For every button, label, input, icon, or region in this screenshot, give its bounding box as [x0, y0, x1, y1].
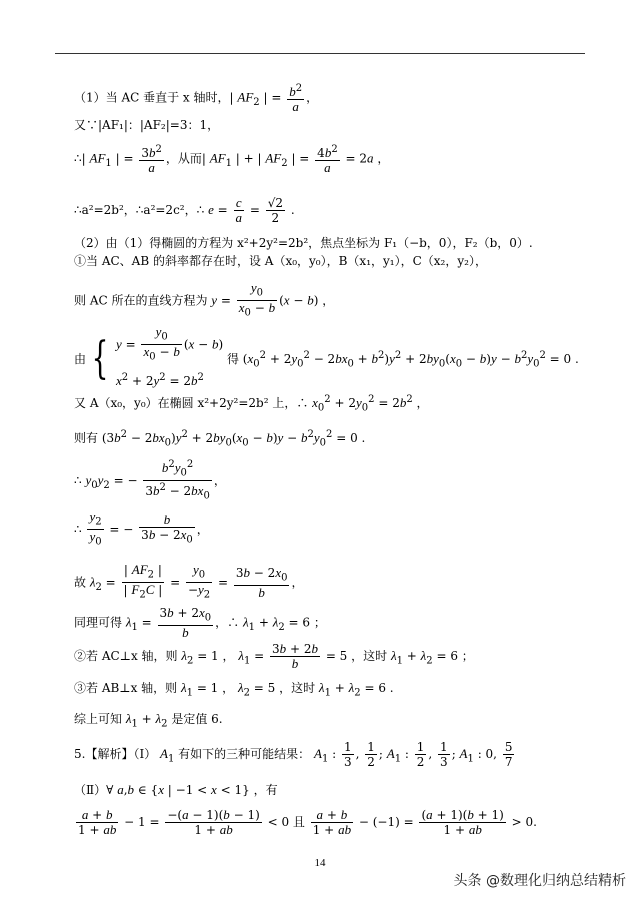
page-number: 14 — [314, 857, 326, 869]
header-rule — [55, 53, 585, 54]
text-line-16: ③若 AB⊥x 轴，则 $\lambda_1 = 1$ ， $\lambda_2 = 5$ ，这时 $\lambda_1 + \lambda_2 = 6$ . — [74, 680, 394, 699]
watermark: 头条 @数理化归纳总结精析 — [453, 873, 626, 889]
text-line-20: $\frac{a + b}{1 + ab}$ − 1 = $\frac{-(a - 1)(b - 1)}{1 + ab}$ < 0 且 $\frac{a + b}{1 + ab}$ − (−1) = $\frac{(a + 1)(b + 1)}{1 + ab}$ > 0. — [78, 807, 537, 837]
text-line-8: 由 { y = $\frac{y_0}{x_0 - b}$ (x − b) $x^2 + 2y^2 = 2b^2$ 得 $(x_0^2 + 2y_0^2 - 2bx_0 + b^2)y^2 + 2by_0(x_0 - b)y - b^2y_0^2 = 0$ . — [74, 324, 579, 388]
text-line-2: 又∵|AF₁|：|AF₂|=3：1， — [74, 118, 220, 132]
text-line-7: 则 AC 所在的直线方程为 y = $\frac{y_0}{x_0 - b}$ (x − b) ， — [74, 280, 335, 319]
text-line-10: 则有 $(3b^2 - 2bx_0)y^2 + 2by_0(x_0 - b)y - b^2y_0^2 = 0$ . — [74, 429, 366, 449]
text-line-18: 5.【解析】（Ⅰ） $A_1$ 有如下的三种可能结果： $A_1$ : $\frac{1}{3}$ , $\frac{1}{2}$ ; $A_1$ : $\frac{1}{2}$ , $\frac{1}{3}$ ; $A_1$ : 0, $\frac{5}{7}$ — [74, 740, 513, 769]
text-line-1: （1）当 AC 垂直于 x 轴时，| $AF_2$ | = $\frac{b^2}{a}$ ， — [74, 83, 319, 114]
text-line-4: ∴a²=2b²，∴a²=2c²，∴ e = $\frac{c}{a}$ = $\frac{√2}{2}$ . — [74, 195, 295, 225]
text-line-17: 综上可知 $\lambda_1 + \lambda_2$ 是定值 6. — [74, 711, 223, 730]
text-line-13: 故 $\lambda_2$ = $\frac{| AF_2 |}{| F_2C |}$ = $\frac{y_0}{-y_2}$ = $\frac{3b - 2x_0}{b}$ ， — [74, 562, 304, 601]
text-line-3: ∴| $AF_1$ | = $\frac{3b^2}{a}$ ，从而| $AF_1$ | + | $AF_2$ | = $\frac{4b^2}{a}$ = 2a ， — [74, 144, 390, 175]
text-line-9: 又 A（x₀，y₀）在椭圆 x²+2y²=2b² 上，∴ $x_0^2 + 2y_0^2 = 2b^2$ ， — [74, 394, 429, 414]
text-line-14: 同理可得 $\lambda_1$ = $\frac{3b + 2x_0}{b}$ ，∴ $\lambda_1 + \lambda_2 = 6$ ； — [74, 605, 326, 641]
text-line-6: ①当 AC、AB 的斜率都存在时，设 A（x₀，y₀），B（x₁，y₁），C（x₂，y₂）， — [74, 254, 487, 268]
text-line-19: （Ⅱ）∀ a,b ∈ {x | −1 < x < 1} ，有 — [74, 782, 278, 797]
text-line-11: ∴ $y_0y_2$ = − $\frac{b^2y_0^2}{3b^2 - 2bx_0}$ ， — [74, 459, 226, 502]
text-line-5: （2）由（1）得椭圆的方程为 x²+2y²=2b²，焦点坐标为 F₁（−b，0），F₂（b，0）. — [74, 236, 533, 250]
text-line-12: ∴ $\frac{y_2}{y_0}$ = − $\frac{b}{3b - 2x_0}$ ， — [74, 509, 209, 548]
text-line-15: ②若 AC⊥x 轴，则 $\lambda_2 = 1$ ， $\lambda_1$ = $\frac{3b + 2b}{b}$ = 5 ，这时 $\lambda_1 + \lambda_2 = 6$ ； — [74, 641, 474, 671]
